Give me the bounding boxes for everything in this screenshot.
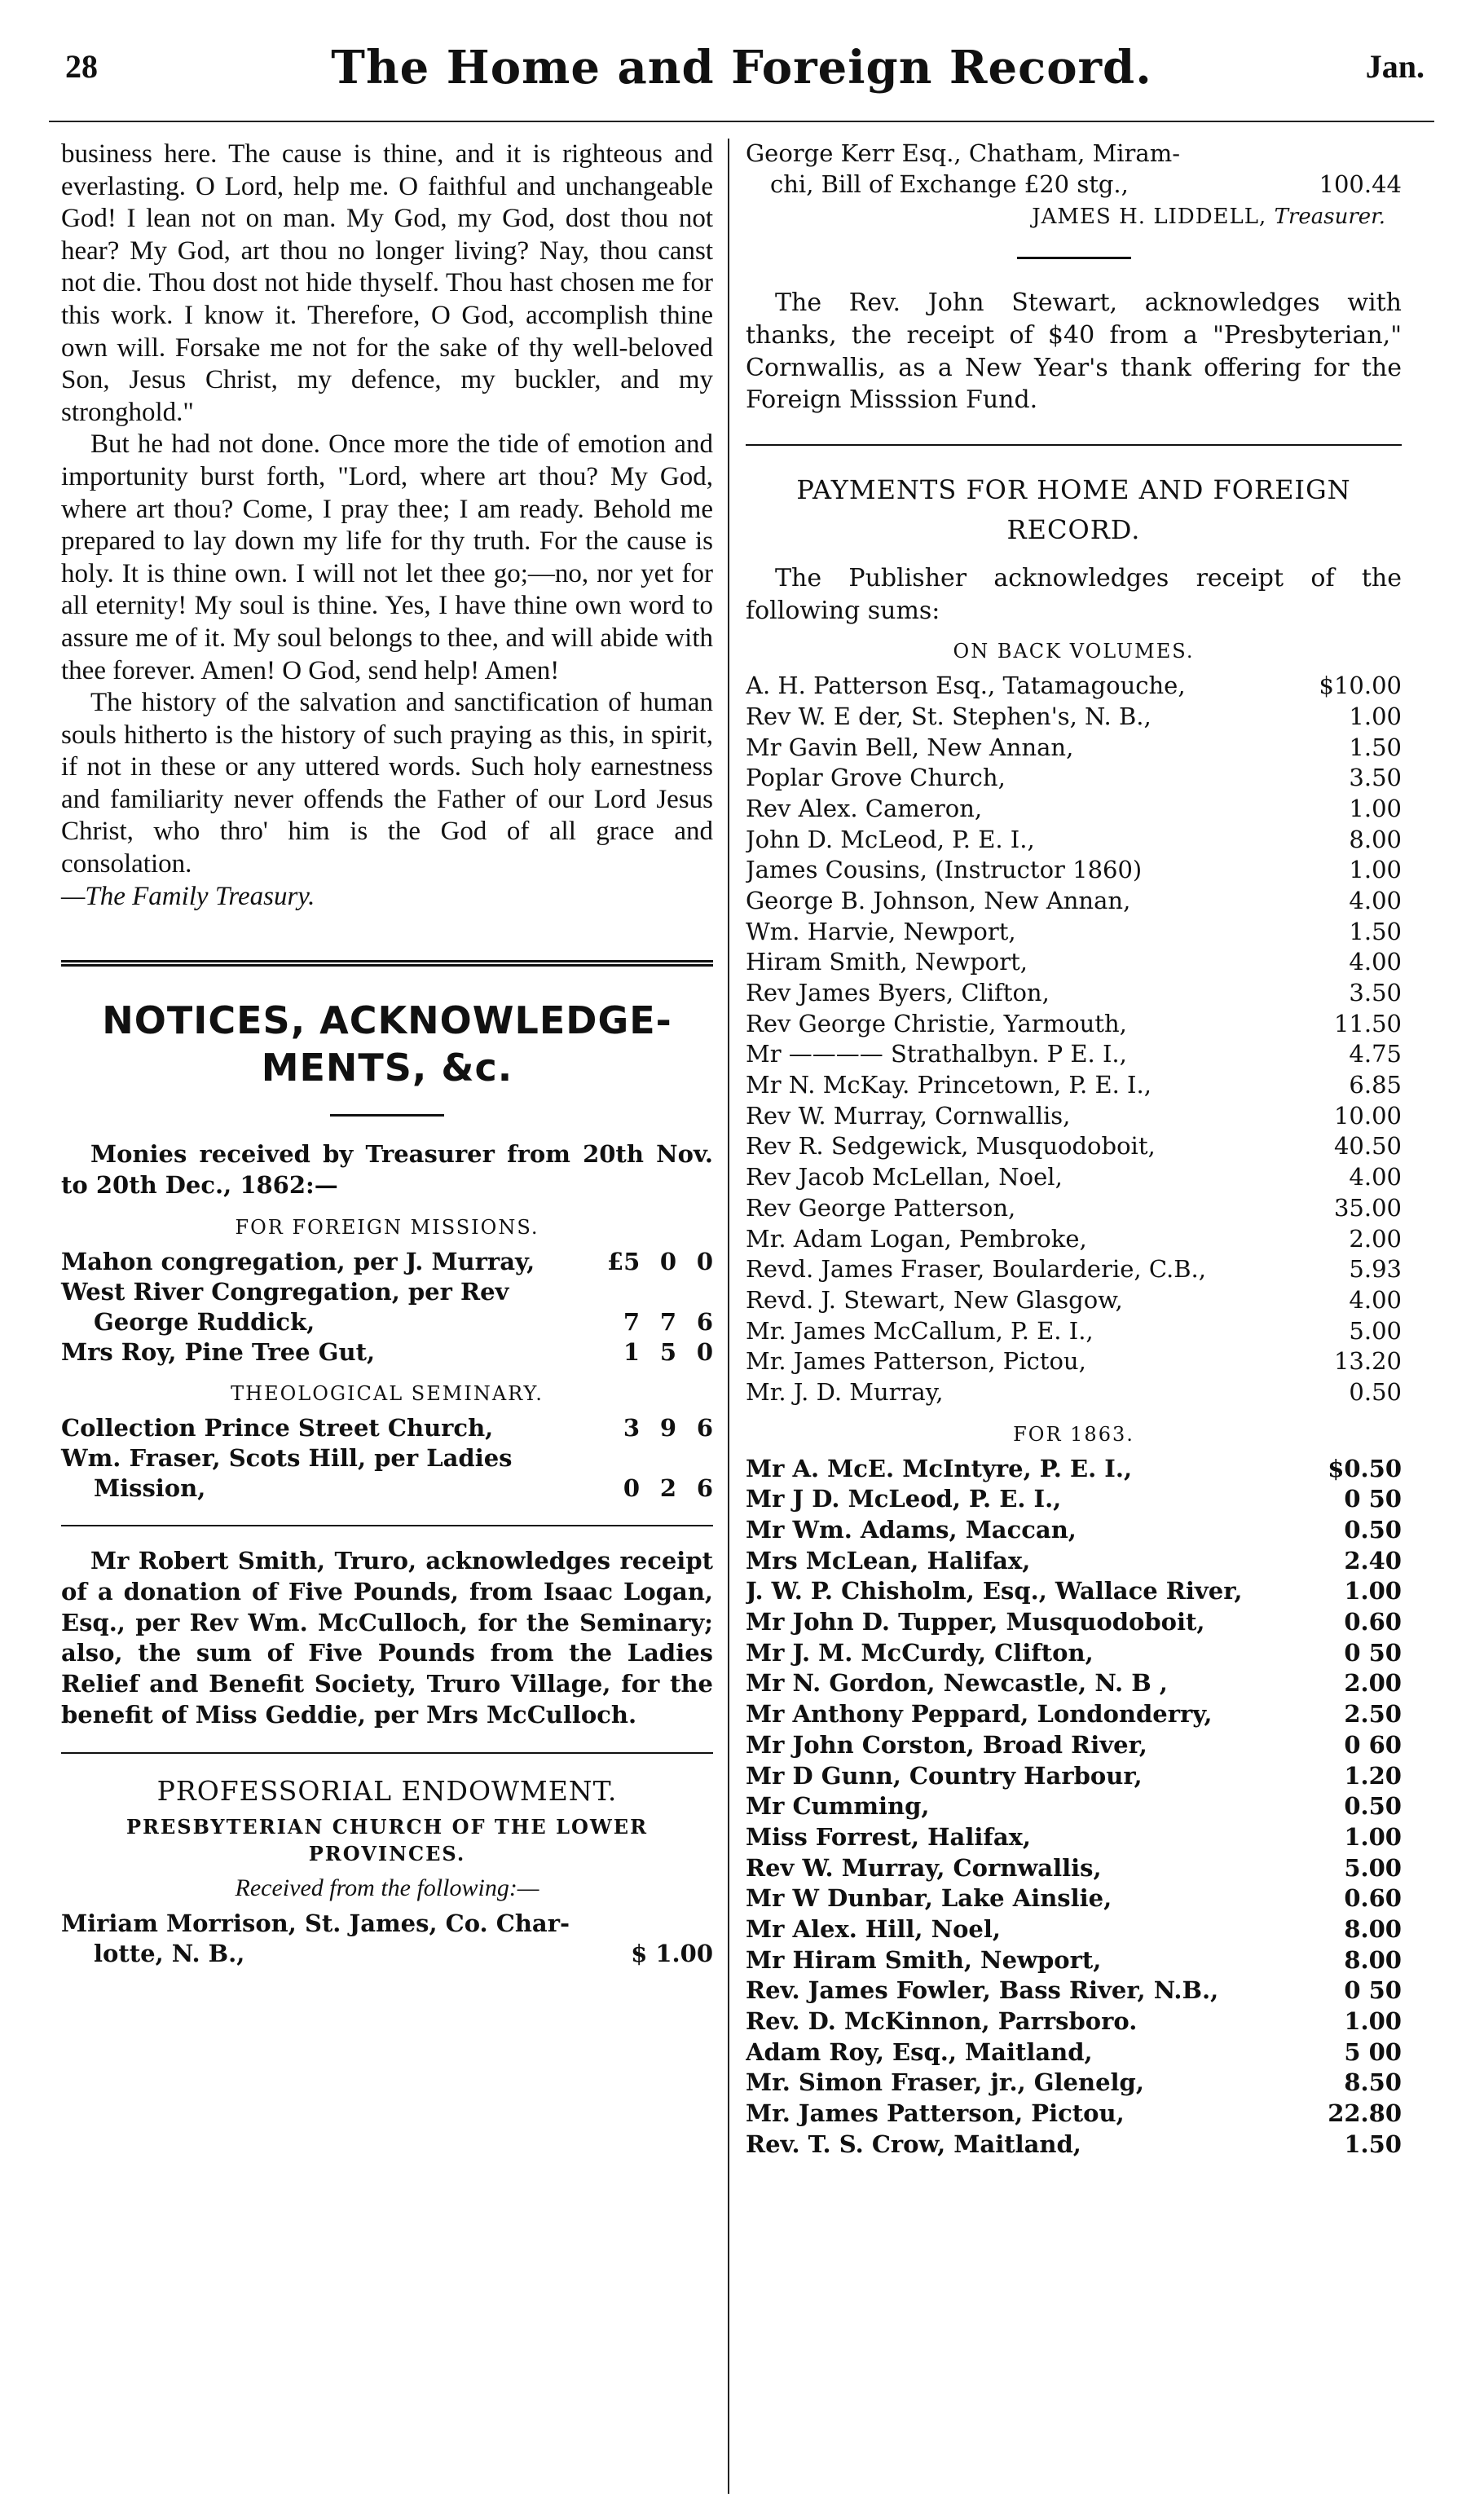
back-volumes-heading: ON BACK VOLUMES. [953,640,1195,663]
treasurer-title: Treasurer. [1274,205,1385,230]
payment-amount: $10.00 [1319,672,1402,700]
page-number: 28 [65,48,98,85]
page-header [49,41,1434,114]
payer-name: Mr John Corston, Broad River, [746,1730,1147,1759]
entry-name: Mahon congregation, per J. Murray, [61,1247,535,1275]
payment-amount: 3.50 [1349,764,1402,792]
amount-d: 6 [696,1414,713,1442]
short-rule [1017,257,1131,259]
payment-entry [746,2099,1402,2130]
payment-entry [746,1039,1402,1070]
payment-amount: 35.00 [1333,1193,1402,1222]
received-from-label: Received from the following:— [235,1874,539,1901]
payment-entry [746,1101,1402,1132]
payer-name: Rev George Patterson, [746,1193,1016,1222]
payment-amount: 5.00 [1349,1316,1402,1345]
seminary-list [61,1413,713,1504]
payer-name: Rev. T. S. Crow, Maitland, [746,2130,1081,2158]
payment-amount: 1.00 [1349,856,1402,884]
payment-entry [746,1699,1402,1730]
payment-amount: 5.00 [1344,1853,1402,1882]
amount-l [607,1277,640,1307]
payments-heading [746,470,1402,551]
payer-name: Rev R. Sedgewick, Musquodoboit, [746,1132,1156,1161]
entry-amount [607,1247,713,1277]
payment-amount: 11.50 [1333,1009,1402,1037]
smith-acknowledgement: Mr Robert Smith, Truro, acknowledges receipt of a donation of Five Pounds, from Isaac Logan, Esq., per Rev Wm. McCulloch, for the Seminary; also, the sum of Five Pounds from the Ladies Relief and Benefit Society, Truro Village, for the benefit of Miss Geddie, per Mrs McCulloch. [61,1547,713,1729]
payment-amount: 0 60 [1344,1730,1402,1759]
payment-amount: 0.50 [1344,1792,1402,1821]
payer-name: Miss Forrest, Halifax, [746,1822,1032,1851]
payment-entry [746,1009,1402,1040]
amount-s: 5 [659,1337,676,1366]
payer-name: Mr. Adam Logan, Pembroke, [746,1224,1087,1253]
payment-amount: 8.50 [1344,2068,1402,2097]
payment-amount: 8.00 [1349,825,1402,853]
payment-amount: 1.00 [1344,1822,1402,1851]
amount-l: 3 [623,1414,640,1442]
payment-entry [746,733,1402,764]
payment-entry [746,1316,1402,1347]
payer-name: A. H. Patterson Esq., Tatamagouche, [746,672,1186,700]
payments-heading-line: RECORD. [1006,514,1141,546]
entry-amount [607,1473,713,1504]
payment-entry [746,1346,1402,1377]
payments-heading-line: PAYMENTS FOR HOME AND FOREIGN [796,473,1351,505]
payer-name: Mr N. Gordon, Newcastle, N. B , [746,1669,1168,1698]
short-rule [330,1114,444,1117]
entry-name: Mission, [94,1474,206,1503]
publisher-acknowledgement: The Publisher acknowledges receipt of the following sums: [746,563,1402,625]
payment-entry [746,1914,1402,1945]
amount-d: 6 [696,1474,713,1503]
treasurer-signature [746,205,1402,229]
payment-amount: 4.00 [1349,1163,1402,1191]
payer-name: Mr Anthony Peppard, Londonderry, [746,1700,1213,1729]
entry-amount [607,1413,713,1443]
payment-amount: 1.20 [1344,1761,1402,1790]
payment-amount: 22.80 [1328,2099,1402,2128]
issue-month: Jan. [1365,48,1425,85]
payment-amount: 1.00 [1349,794,1402,822]
payment-entry [746,2037,1402,2068]
payment-amount: 5.93 [1349,1255,1402,1284]
payment-amount: 2.40 [1344,1546,1402,1575]
payer-name: Rev James Byers, Clifton, [746,979,1050,1006]
header-rule [49,121,1434,122]
payment-amount: 1.00 [1344,1577,1402,1605]
payment-entry [746,1546,1402,1577]
payment-amount: 4.00 [1349,1285,1402,1314]
payment-amount: 4.00 [1349,886,1402,914]
year-1863-heading: FOR 1863. [1013,1422,1134,1446]
payer-name: James Cousins, (Instructor 1860) [746,856,1143,884]
notices-heading [61,998,713,1091]
payment-entry [746,1791,1402,1822]
payment-entry [746,1285,1402,1316]
payment-amount: 1.50 [1349,917,1402,945]
foreign-missions-heading: FOR FOREIGN MISSIONS. [235,1215,539,1239]
payment-entry [746,1576,1402,1607]
payer-name: Mr John D. Tupper, Musquodoboit, [746,1608,1205,1636]
stewart-acknowledgement: The Rev. John Stewart, acknowledges with thanks, the receipt of $40 from a "Presbyterian," Cornwallis, as a New Year's thank offering for the Foreign Misssion Fund. [746,288,1402,415]
amount-s: 9 [659,1414,676,1442]
kerr-entry [746,139,1402,170]
endowment-heading: PROFESSORIAL ENDOWMENT. [156,1774,618,1807]
payment-entry [746,825,1402,856]
payment-entry [746,1377,1402,1408]
entry-amount [607,1277,713,1307]
right-column [746,139,1402,2160]
payment-amount: 2.50 [1344,1700,1402,1729]
payer-name: Rev Jacob McLellan, Noel, [746,1163,1063,1191]
entry-name: George Ruddick, [94,1307,315,1336]
payer-name: Mr. James Patterson, Pictou, [746,2099,1125,2128]
payer-name: Revd. James Fraser, Boularderie, C.B., [746,1255,1206,1284]
payer-name: Mr J. M. McCurdy, Clifton, [746,1638,1094,1667]
payer-name: Mr Wm. Adams, Maccan, [746,1516,1077,1544]
divider [746,444,1402,446]
entry-name: West River Congregation, per Rev [61,1277,509,1306]
payment-amount: 4.75 [1349,1040,1402,1068]
foreign-missions-list [61,1247,713,1368]
money-entry [61,1473,713,1504]
amount-s [644,1277,676,1307]
payment-amount: 0.60 [1344,1884,1402,1913]
amount-s: 7 [659,1307,676,1336]
amount-s [644,1443,676,1473]
entry-name: Mrs Roy, Pine Tree Gut, [61,1337,376,1366]
payment-amount: 1.50 [1344,2130,1402,2158]
amount-d [680,1277,713,1307]
amount-l: 7 [623,1307,640,1336]
payment-entry [746,947,1402,978]
payer-name: Mr. James Patterson, Pictou, [746,1347,1086,1376]
money-entry [61,1247,713,1277]
payment-entry [746,1607,1402,1638]
payer-name: Rev. James Fowler, Bass River, N.B., [746,1976,1219,2005]
payment-amount: 3.50 [1349,979,1402,1006]
payer-name: J. W. P. Chisholm, Esq., Wallace River, [746,1577,1243,1605]
monies-intro: Monies received by Treasurer from 20th Nov. to 20th Dec., 1862:— [61,1140,713,1199]
payer-name: Rev W. Murray, Cornwallis, [746,1853,1102,1882]
seminary-heading: THEOLOGICAL SEMINARY. [231,1382,544,1406]
payer-name: Mr Alex. Hill, Noel, [746,1914,1001,1943]
payer-name: Wm. Harvie, Newport, [746,917,1016,945]
payment-entry [746,1730,1402,1761]
payment-entry [746,886,1402,917]
entry-amount [607,1443,713,1473]
payer-name: Mr J D. McLeod, P. E. I., [746,1485,1062,1513]
kerr-donor: George Kerr Esq., Chatham, Miram- [746,139,1180,167]
endowment-subheading: PRESBYTERIAN CHURCH OF THE LOWER PROVINCES. [126,1814,649,1866]
endowment-entry [61,1939,713,1969]
payer-name: Adam Roy, Esq., Maitland, [746,2037,1093,2066]
treasurer-name: JAMES H. LIDDELL, [1032,205,1267,230]
payment-entry [746,1162,1402,1193]
payment-amount: 5 00 [1344,2037,1402,2066]
payment-entry [746,855,1402,886]
money-entry [61,1413,713,1443]
amount-l [607,1443,640,1473]
payment-entry [746,1224,1402,1255]
payment-amount: 13.20 [1333,1347,1402,1376]
payment-entry [746,763,1402,794]
endowment-donor-cont: lotte, N. B., [94,1939,245,1967]
payer-name: Hiram Smith, Newport, [746,948,1028,976]
payment-amount: $0.50 [1328,1454,1402,1482]
payment-amount: 1.50 [1349,733,1402,761]
payer-name: Mr. Simon Fraser, jr., Glenelg, [746,2068,1144,2097]
payer-name: George B. Johnson, New Annan, [746,886,1131,914]
payer-name: Mr A. McE. McIntyre, P. E. I., [746,1454,1133,1482]
payment-amount: 0.60 [1344,1608,1402,1636]
payer-name: Mr W Dunbar, Lake Ainslie, [746,1884,1112,1913]
payment-entry [746,1761,1402,1792]
payer-name: Rev W. Murray, Cornwallis, [746,1101,1071,1130]
payment-entry [746,1484,1402,1515]
article-paragraph: But he had not done. Once more the tide of emotion and importunity burst forth, "Lord, where art thou? My God, where art thou? Come, I pray thee; I am ready. Behold me prepared to lay down my life for thy truth. For the cause is holy. It is thine own. I will not let thee go;—no, nor yet for all eternity! My soul is thine. Yes, I have thine own word to assure me of it. My soul belongs to thee, and will abide with thee forever. Amen! O God, send help! Amen! [61,429,713,685]
payment-amount: 0 50 [1344,1976,1402,2005]
kerr-donor-cont: chi, Bill of Exchange £20 stg., [770,170,1129,198]
left-column [61,139,713,1969]
payment-amount: 2.00 [1344,1669,1402,1698]
payment-entry [746,917,1402,948]
endowment-entry [61,1909,713,1939]
year-1863-list [746,1454,1402,2160]
payer-name: Rev Alex. Cameron, [746,794,983,822]
payer-name: Mrs McLean, Halifax, [746,1546,1031,1575]
payment-entry [746,2130,1402,2160]
kerr-amount: 100.44 [1319,170,1402,198]
payer-name: Rev W. E der, St. Stephen's, N. B., [746,702,1152,730]
divider [61,1525,713,1526]
entry-amount [607,1307,713,1337]
column-divider [728,139,729,2494]
payer-name: Mr ———— Strathalbyn. P E. I., [746,1040,1127,1068]
payment-entry [746,1515,1402,1546]
back-volumes-list [746,671,1402,1408]
payment-amount: 1.00 [1349,702,1402,730]
payment-entry [746,794,1402,825]
payment-entry [746,1454,1402,1485]
payment-entry [746,1638,1402,1669]
money-entry [61,1443,713,1473]
payment-entry [746,1975,1402,2006]
payer-name: Mr. J. D. Murray, [746,1377,944,1406]
section-rule [61,960,713,967]
entry-name: Collection Prince Street Church, [61,1414,494,1442]
amount-s: 0 [659,1247,676,1275]
payment-entry [746,1945,1402,1976]
payment-amount: 10.00 [1333,1101,1402,1130]
payment-entry [746,978,1402,1009]
endowment-donor: Miriam Morrison, St. James, Co. Char- [61,1909,570,1937]
payment-amount: 0.50 [1344,1516,1402,1544]
payer-name: Mr Gavin Bell, New Annan, [746,733,1074,761]
amount-d: 6 [696,1307,713,1336]
payment-amount: 8.00 [1344,1914,1402,1943]
masthead-title: The Home and Foreign Record. [331,41,1152,95]
amount-d: 0 [696,1247,713,1275]
payment-amount: 40.50 [1333,1132,1402,1161]
payer-name: Mr. James McCallum, P. E. I., [746,1316,1094,1345]
payer-name: John D. McLeod, P. E. I., [746,825,1035,853]
amount-l: £5 [607,1247,641,1275]
payer-name: Poplar Grove Church, [746,764,1006,792]
entry-amount [607,1337,713,1368]
amount-d: 0 [696,1337,713,1366]
payment-entry [746,1131,1402,1162]
payment-amount: 0 50 [1344,1485,1402,1513]
payer-name: Mr Hiram Smith, Newport, [746,1945,1102,1974]
notices-heading-line: MENTS, &c. [261,1045,513,1090]
money-entry [61,1337,713,1368]
payment-entry [746,2006,1402,2037]
article-body [61,139,713,913]
payment-amount: 1.00 [1344,2007,1402,2035]
payer-name: Rev George Christie, Yarmouth, [746,1009,1127,1037]
payment-amount: 6.85 [1349,1071,1402,1099]
payment-entry [746,1193,1402,1224]
divider [61,1752,713,1754]
article-paragraph: business here. The cause is thine, and it is righteous and everlasting. O Lord, help me. O faithful and unchangeable God! I lean not on man. My God, my God, dost thou not hear? My God, art thou no longer living? Nay, thou canst not die. Thou dost not hide thyself. Thou hast chosen me for this work. I know it. Therefore, O God, accomplish thine own will. Forsake me not for the sake of thy well-beloved Son, Jesus Christ, my defence, my buckler, and my stronghold." [61,139,713,427]
notices-heading-line: NOTICES, ACKNOWLEDGE- [102,998,672,1043]
money-entry [61,1307,713,1337]
payment-amount: 2.00 [1349,1224,1402,1253]
payment-entry [746,1853,1402,1884]
payment-entry [746,702,1402,733]
payment-entry [746,1254,1402,1285]
payer-name: Revd. J. Stewart, New Glasgow, [746,1285,1123,1314]
payer-name: Mr N. McKay. Princetown, P. E. I., [746,1071,1152,1099]
payment-entry [746,1070,1402,1101]
payer-name: Rev. D. McKinnon, Parrsboro. [746,2007,1138,2035]
payment-entry [746,2068,1402,2099]
payment-entry [746,671,1402,702]
amount-d [680,1443,713,1473]
article-source: —The Family Treasury. [61,881,315,911]
payer-name: Mr D Gunn, Country Harbour, [746,1761,1143,1790]
payer-name: Mr Cumming, [746,1792,930,1821]
payment-entry [746,1668,1402,1699]
amount-l: 0 [623,1474,640,1503]
payment-amount: 8.00 [1344,1945,1402,1974]
endowment-amount: $ 1.00 [631,1939,713,1967]
payment-entry [746,1822,1402,1853]
money-entry [61,1277,713,1307]
payment-amount: 0 50 [1344,1638,1402,1667]
payment-amount: 0.50 [1349,1377,1402,1406]
payment-amount: 4.00 [1349,948,1402,976]
entry-name: Wm. Fraser, Scots Hill, per Ladies [61,1444,513,1473]
amount-l: 1 [623,1337,640,1366]
amount-s: 2 [659,1474,676,1503]
payment-entry [746,1883,1402,1914]
kerr-entry [746,170,1402,200]
article-paragraph: The history of the salvation and sanctification of human souls hitherto is the history of such praying as this, in spirit, if not in these or any uttered words. Such holy earnestness and familiarity never offends the Father of our Lord Jesus Christ, who thro' him is the God of all grace and consolation. [61,688,713,879]
